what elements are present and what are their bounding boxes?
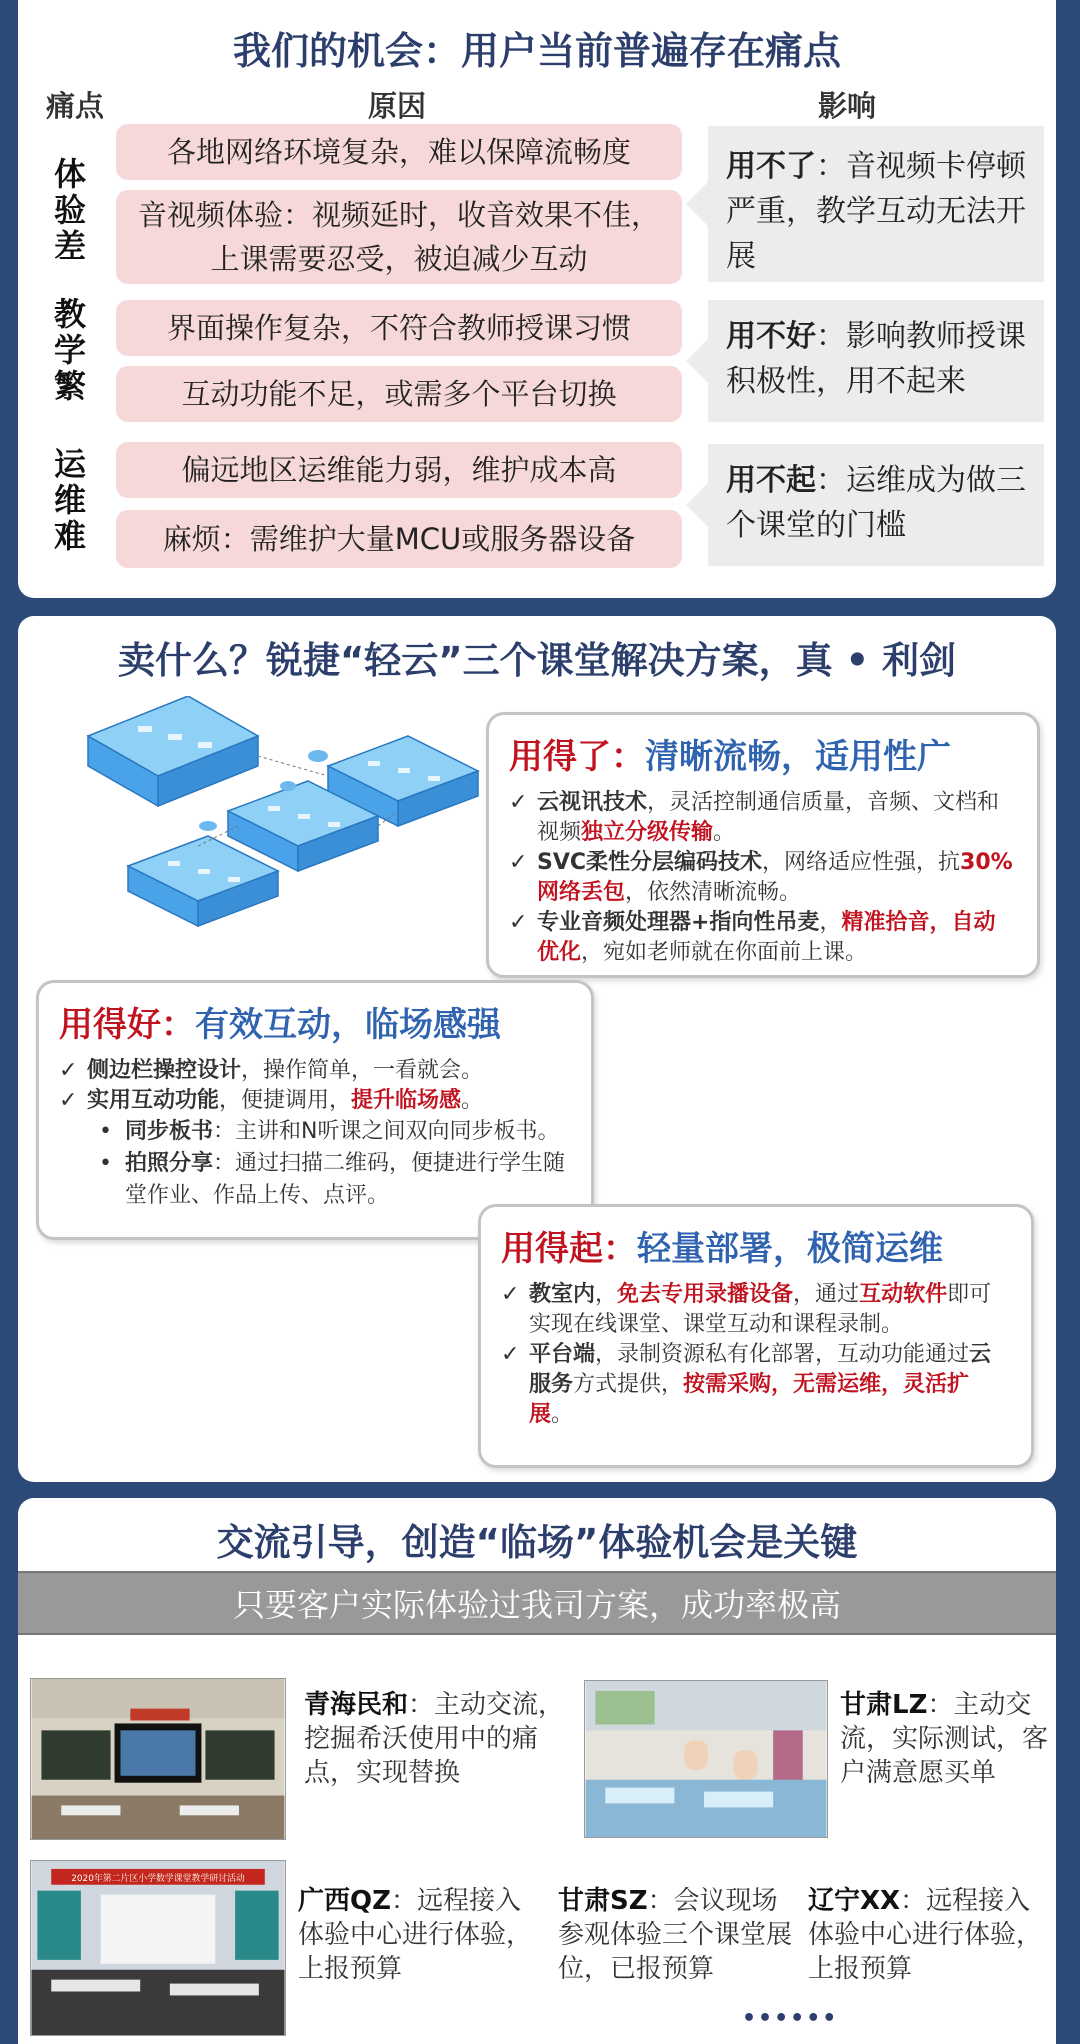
case-name: 辽宁XX xyxy=(808,1886,901,1916)
success-banner: 只要客户实际体验过我司方案，成功率极高 xyxy=(18,1571,1056,1635)
case-name: 广西QZ xyxy=(298,1886,391,1916)
card-title-blue: 清晰流畅，适用性广 xyxy=(645,737,951,777)
card-title-blue: 轻量部署，极简运维 xyxy=(637,1229,943,1269)
item-bold: SVC柔性分层编码技术 xyxy=(537,850,763,875)
header-effect: 影响 xyxy=(818,89,877,123)
card-title-blue: 有效互动，临场感强 xyxy=(195,1005,501,1045)
feature-item xyxy=(509,848,1017,908)
group-label-experience: 体验差 xyxy=(53,155,86,265)
check-icon: ✓ xyxy=(509,910,528,935)
case-liaoning xyxy=(808,1884,1044,1986)
feature-item xyxy=(501,1280,1011,1340)
check-icon: ✓ xyxy=(509,790,528,815)
case-text: ：远程接入体验中心进行体验，上报预算 xyxy=(298,1886,533,1984)
header-pain: 痛点 xyxy=(46,89,105,123)
panel3-title: 交流引导，创造“临场”体验机会是关键 xyxy=(216,1521,858,1564)
bullet-dot-icon: • xyxy=(99,1151,112,1176)
case-text: ：远程接入体验中心进行体验，上报预算 xyxy=(808,1886,1043,1984)
feature-item xyxy=(509,908,1017,968)
item-text: ，依然清晰流畅。 xyxy=(625,880,802,905)
case-gansu-lz xyxy=(840,1688,1054,1790)
item-highlight: 精准拾音，自动优化 xyxy=(537,910,996,965)
group-label-maintenance: 运维难 xyxy=(53,445,86,555)
effect-box xyxy=(708,444,1044,566)
case-name: 甘肃SZ xyxy=(558,1886,648,1916)
feature-item xyxy=(501,1340,1011,1430)
cause-item: 界面操作复杂，不符合教师授课习惯 xyxy=(116,300,682,356)
item-text: ，宛如老师就在你面前上课。 xyxy=(581,940,868,965)
card-title-red: 用得起： xyxy=(501,1229,637,1269)
item-highlight: 免去专用录播设备 xyxy=(617,1282,794,1307)
case-text: ：主动交流，实际测试，客户满意愿买单 xyxy=(840,1690,1049,1788)
item-bold: 平台端 xyxy=(529,1342,596,1367)
solution-panel xyxy=(18,616,1056,1482)
classroom-illustration xyxy=(78,696,498,976)
case-text: ：会议现场参观体验三个课堂展位，已报预算 xyxy=(558,1886,793,1984)
sub-item xyxy=(59,1116,571,1148)
bullet-dot-icon: • xyxy=(99,1119,112,1144)
item-text: ，通过 xyxy=(793,1282,860,1307)
item-text: ， xyxy=(595,1282,618,1307)
card-title xyxy=(501,1221,1011,1270)
group-label-teaching: 教学繁 xyxy=(53,295,86,405)
item-text: ，便捷调用， xyxy=(219,1088,352,1113)
cause-item: 麻烦：需维护大量MCU或服务器设备 xyxy=(116,510,682,568)
item-text: 。 xyxy=(461,1088,484,1113)
feature-item xyxy=(59,1086,571,1116)
feature-card-affordable xyxy=(478,1204,1034,1468)
item-bold: 侧边栏操控设计 xyxy=(87,1058,242,1083)
item-highlight: 提升临场感 xyxy=(351,1088,462,1113)
item-text: ，网络适应性强，抗 xyxy=(762,850,961,875)
check-icon: ✓ xyxy=(59,1058,78,1083)
more-indicator: •••••• xyxy=(742,2006,839,2031)
cause-item: 各地网络环境复杂，难以保障流畅度 xyxy=(116,124,682,180)
item-highlight: 按需采购，无需运维，灵活扩展 xyxy=(529,1372,970,1427)
feature-item xyxy=(509,788,1017,848)
effect-bold: 用不好 xyxy=(726,319,816,354)
feature-card-good xyxy=(36,980,594,1240)
item-bold: 实用互动功能 xyxy=(87,1088,220,1113)
feature-card-usable xyxy=(486,712,1040,978)
sub-bold: 同步板书 xyxy=(125,1119,214,1144)
case-qinghai xyxy=(304,1688,574,1790)
item-text: ， xyxy=(819,910,842,935)
cause-item: 音视频体验：视频延时，收音效果不佳，上课需要忍受，被迫减少互动 xyxy=(116,190,682,284)
sub-bold: 拍照分享 xyxy=(125,1151,214,1176)
check-icon: ✓ xyxy=(501,1282,520,1307)
case-photo-guangxi xyxy=(30,1860,286,2036)
card-title xyxy=(59,997,571,1046)
effect-box xyxy=(708,300,1044,422)
case-gansu-sz xyxy=(558,1884,798,1986)
sub-item xyxy=(59,1148,571,1212)
sub-text: ：主讲和N听课之间双向同步板书。 xyxy=(213,1119,560,1144)
item-text: ，操作简单，一看就会。 xyxy=(241,1058,484,1083)
item-highlight: 独立分级传输 xyxy=(581,820,714,845)
panel1-title: 我们的机会：用户当前普遍存在痛点 xyxy=(232,29,841,73)
effect-text: ：影响教师授课积极性，用不起来 xyxy=(726,319,1026,399)
item-bold: 云服务 xyxy=(529,1342,992,1397)
item-text: 方式提供， xyxy=(573,1372,684,1397)
photo-banner-text: 2020年第二片区小学数学课堂教学研讨活动 xyxy=(71,1873,245,1884)
card-title xyxy=(509,729,1017,778)
effect-text: ：运维成为做三个课堂的门槛 xyxy=(726,463,1026,543)
header-cause: 原因 xyxy=(368,89,427,123)
card-title-red: 用得好： xyxy=(59,1005,195,1045)
item-highlight: 互动软件 xyxy=(859,1282,948,1307)
item-text: ，灵活控制通信质量，音频、文档和视频 xyxy=(537,790,1000,845)
panel2-title: 卖什么？锐捷“轻云”三个课堂解决方案，真 • 利剑 xyxy=(117,639,957,682)
pain-points-panel xyxy=(18,0,1056,598)
cases-panel xyxy=(18,1498,1056,2044)
check-icon: ✓ xyxy=(509,850,528,875)
case-photo-qinghai xyxy=(30,1678,286,1840)
item-bold: 云视讯技术 xyxy=(537,790,648,815)
case-text: ：主动交流，挖掘希沃使用中的痛点，实现替换 xyxy=(304,1690,565,1788)
item-highlight: 30%网络丢包 xyxy=(537,850,1013,905)
feature-item xyxy=(59,1056,571,1086)
item-bold: 教室内 xyxy=(529,1282,596,1307)
card-title-red: 用得了： xyxy=(509,737,645,777)
sub-text: ：通过扫描二维码，便捷进行学生随堂作业、作品上传、点评。 xyxy=(125,1151,566,1208)
item-text: 即可实现在线课堂、课堂互动和课程录制。 xyxy=(529,1282,992,1337)
item-bold: 专业音频处理器+指向性吊麦 xyxy=(537,910,820,935)
check-icon: ✓ xyxy=(501,1342,520,1367)
effect-text: ：音视频卡停顿严重，教学互动无法开展 xyxy=(726,149,1026,274)
case-name: 青海民和 xyxy=(304,1690,409,1720)
case-guangxi xyxy=(298,1884,534,1986)
item-text: 。 xyxy=(713,820,736,845)
effect-bold: 用不起 xyxy=(726,463,816,498)
cause-item: 互动功能不足，或需多个平台切换 xyxy=(116,366,682,422)
case-name: 甘肃LZ xyxy=(840,1690,928,1720)
check-icon: ✓ xyxy=(59,1088,78,1113)
effect-box xyxy=(708,126,1044,282)
item-text: ，录制资源私有化部署，互动功能通过 xyxy=(595,1342,970,1367)
item-text: 。 xyxy=(551,1402,574,1427)
cause-item: 偏远地区运维能力弱，维护成本高 xyxy=(116,442,682,498)
case-photo-gansu-lz xyxy=(584,1680,828,1838)
effect-bold: 用不了 xyxy=(726,149,816,184)
